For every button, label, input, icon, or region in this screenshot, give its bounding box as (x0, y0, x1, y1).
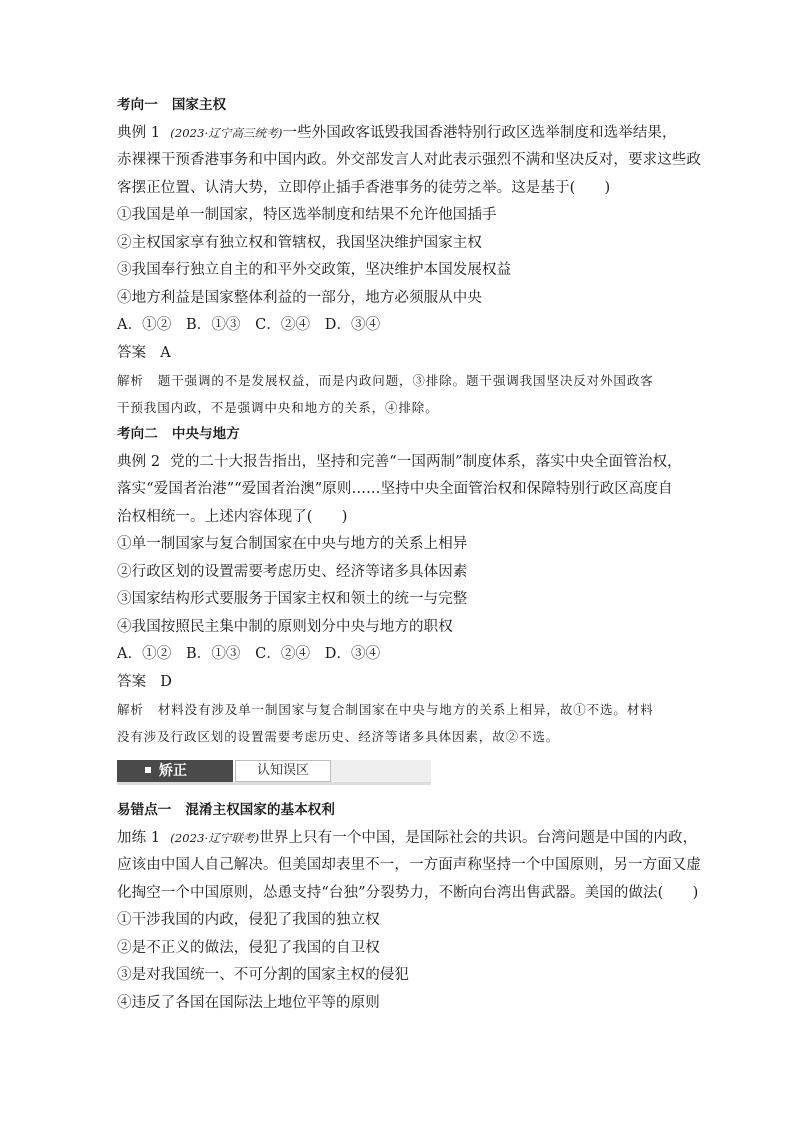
example-2-choices: A．①② B．①③ C．②④ D．③④ (117, 646, 381, 662)
practice-1-line-1 (117, 825, 698, 853)
example-1-analysis-line-2: 干预我国内政，不是强调中央和地方的关系，④排除。 (117, 400, 439, 415)
example-1-line-1 (117, 120, 677, 148)
section-dark-label: 矫正 (159, 763, 187, 779)
example-2-analysis-line-1 (117, 696, 677, 723)
practice-1-option-3: ③是对我国统一、不可分割的国家主权的侵犯 (117, 967, 409, 983)
example-2-answer-label: 答案 (117, 673, 147, 690)
example-1-analysis-label: 解析 (117, 373, 144, 388)
example-1-option-4: ④地方利益是国家整体利益的一部分，地方必须服从中央 (117, 289, 482, 306)
direction-1-title: 国家主权 (171, 97, 227, 113)
example-1-label: 典例 1 (117, 124, 161, 141)
example-2-answer (117, 669, 677, 697)
section-light-tab: 认知误区 (235, 760, 331, 782)
direction-2-title: 中央与地方 (171, 426, 240, 442)
example-2-line-1 (117, 449, 682, 477)
direction-2-label: 考向二 (117, 426, 158, 442)
content (117, 92, 701, 1017)
practice-1-option-2: ②是不正义的做法，侵犯了我国的自卫权 (117, 939, 380, 956)
practice-1-source: (2023·辽宁联考) (170, 830, 260, 845)
practice-1-option-1: ①干涉我国的内政，侵犯了我国的独立权 (117, 912, 380, 928)
section-bar-tail (331, 760, 431, 782)
example-1-answer (117, 340, 677, 368)
example-2-analysis-line-2: 没有涉及行政区划的设置需要考虑历史、经济等诸多具体因素，故②不选。 (117, 729, 560, 744)
example-2-option-3: ③国家结构形式要服务于国家主权和领土的统一与完整 (117, 591, 468, 607)
example-2-option-4: ④我国按照民主集中制的原则划分中央与地方的职权 (117, 618, 453, 635)
example-1-analysis-line-1 (117, 367, 677, 394)
example-1-text-1: 一些外国政客诋毁我国香港特别行政区选举制度和选举结果， (282, 124, 677, 141)
example-1-analysis-text-1: 题干强调的不是发展权益，而是内政问题，③排除。题干强调我国坚决反对外国政客 (157, 373, 654, 388)
practice-1-text-1: 世界上只有一个中国，是国际社会的共识。台湾问题是中国的内政， (259, 829, 698, 846)
error-point-title: 混淆主权国家的基本权利 (185, 802, 336, 818)
example-1-source: (2023·辽宁高三统考) (170, 125, 283, 140)
example-2-option-2: ②行政区划的设置需要考虑历史、经济等诸多具体因素 (117, 563, 468, 580)
section-dark-tab (117, 760, 233, 782)
example-1-answer-value: A (160, 344, 171, 361)
error-point-heading (117, 797, 677, 825)
example-1-option-2: ②主权国家享有独立权和管辖权，我国坚决维护国家主权 (117, 234, 482, 251)
example-1-choices: A．①② B．①③ C．②④ D．③④ (117, 317, 381, 333)
example-2-option-1: ①单一制国家与复合制国家在中央与地方的关系上相异 (117, 536, 468, 552)
error-point-label: 易错点一 (117, 802, 172, 818)
example-2-analysis-text-1: 材料没有涉及单一制国家与复合制国家在中央与地方的关系上相异，故①不选。材料 (157, 702, 654, 717)
direction-2-heading (117, 421, 677, 449)
practice-1-line-2: 应该由中国人自己解决。但美国却表里不一，一方面声称坚持一个中国原则，另一方面又虚 (117, 857, 701, 873)
direction-1-heading (117, 92, 677, 120)
practice-1-line-3: 化掏空一个中国原则，怂恿支持“台独”分裂势力，不断向台湾出售武器。美国的做法( ) (117, 884, 699, 901)
example-2-analysis-label: 解析 (117, 702, 144, 717)
example-2-label: 典例 2 (117, 453, 161, 470)
direction-1-label: 考向一 (117, 97, 158, 113)
example-2-text-1: 党的二十大报告指出，坚持和完善“一国两制”制度体系，落实中央全面管治权， (170, 453, 682, 470)
practice-1-option-4: ④违反了各国在国际法上地位平等的原则 (117, 994, 380, 1011)
example-2-line-2: 落实“爱国者治港”“爱国者治澳”原则……坚持中央全面管治权和保障特别行政区高度自 (117, 481, 673, 497)
square-bullet-icon (145, 767, 151, 773)
section-bar (117, 760, 431, 785)
example-2-line-3: 治权相统一。上述内容体现了( ) (117, 508, 348, 525)
example-1-line-2: 赤裸裸干预香港事务和中国内政。外交部发言人对此表示强烈不满和坚决反对，要求这些政 (117, 152, 701, 168)
example-1-answer-label: 答案 (117, 344, 147, 361)
example-1-line-3: 客摆正位置、认清大势，立即停止插手香港事务的徒劳之举。这是基于( ) (117, 179, 611, 196)
example-2-answer-value: D (160, 673, 172, 690)
example-1-option-3: ③我国奉行独立自主的和平外交政策，坚决维护本国发展权益 (117, 262, 512, 278)
practice-1-label: 加练 1 (117, 829, 161, 846)
example-1-option-1: ①我国是单一制国家，特区选举制度和结果不允许他国插手 (117, 207, 497, 223)
